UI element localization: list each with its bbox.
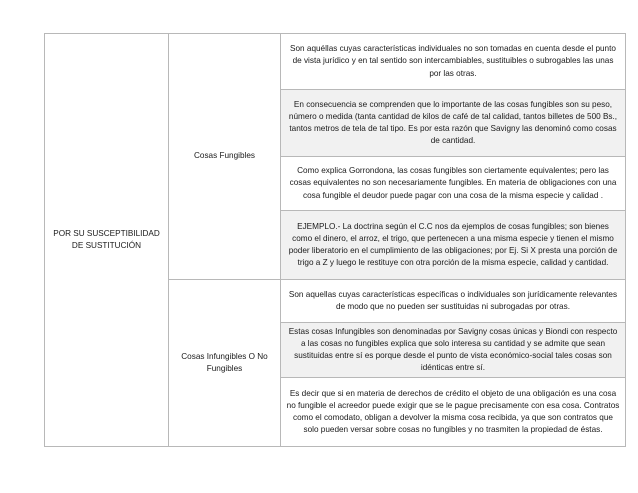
classification-table xyxy=(44,33,626,447)
infungibles-credit-paragraph: Es decir que si en materia de derechos de crédito el objeto de una obligación es una cosa no fungible el acreedor puede exigir que se le pague precisamente con esa cosa. Contratos como el comodato, obligan a devolver la misma cosa recibida, ya que son contratos que solo pueden versar sobre cosas no fungibles y no trasmiten la propiedad de éstas. xyxy=(281,378,626,447)
fungibles-savigny-paragraph: En consecuencia se comprenden que lo importante de las cosas fungibles son su peso, número o medida (tanta cantidad de kilos de café de tal calidad, tantos billetes de 500 Bs., tantos metros de tela de tal tipo. Es por esta razón que Savigny las denominó como cosas de cantidad. xyxy=(281,90,626,157)
infungibles-savigny-paragraph: Estas cosas Infungibles son denominadas por Savigny cosas únicas y Biondi con respecto a las cosas no fungibles explica que solo interesa su cantidad y se admite que sean sustituidas entre sí es porque desde el punto de vista económico-social tales cosas son idénticas entre sí. xyxy=(281,323,626,378)
fungibles-gorrondona-paragraph: Como explica Gorrondona, las cosas fungibles son ciertamente equivalentes; pero las cosas equivalentes no son necesariamente fungibles. En materia de obligaciones con una cosa fungible el deudor puede pagar con una cosa de la misma especie y calidad . xyxy=(281,157,626,211)
fungibles-definition: Son aquéllas cuyas características individuales no son tomadas en cuenta desde el punto de vista jurídico y en tal sentido son intercambiables, sustituibles o subrogables las unas por las otras. xyxy=(281,34,626,90)
group-label-infungibles: Cosas Infungibles O No Fungibles xyxy=(169,280,281,447)
fungibles-example-paragraph: EJEMPLO.- La doctrina según el C.C nos da ejemplos de cosas fungibles; son bienes como el dinero, el arroz, el trigo, que pertenecen a una misma especie y tienen el mismo poder liberatorio en el cumplimiento de las obligaciones; por Ej. Si X presta una porción de trigo a Z y luego le restituye con otra porción de la misma especie, calidad y cantidad. xyxy=(281,211,626,280)
infungibles-definition: Son aquellas cuyas características específicas o individuales son jurídicamente relevantes de modo que no pueden ser sustituidas ni subrogadas por otras. xyxy=(281,280,626,323)
group-label-fungibles: Cosas Fungibles xyxy=(169,34,281,280)
category-cell: POR SU SUSCEPTIBILIDAD DE SUSTITUCIÓN xyxy=(45,34,169,447)
